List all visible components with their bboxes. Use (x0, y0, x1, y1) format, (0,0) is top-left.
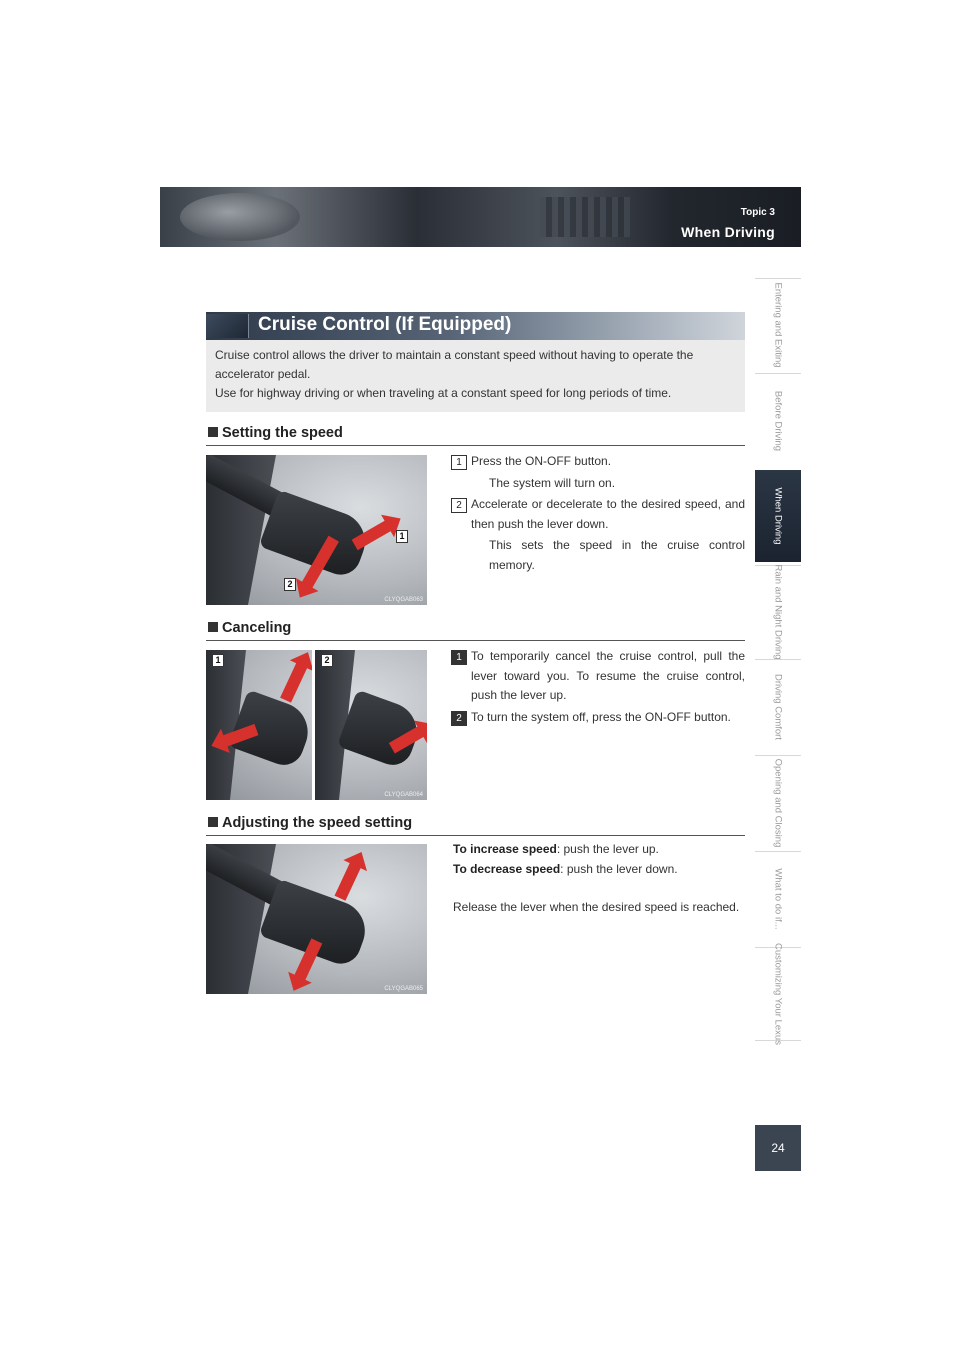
heading-text: Adjusting the speed setting (222, 815, 413, 831)
page-number: 24 (755, 1125, 801, 1171)
illustration-setting-speed (206, 455, 427, 605)
heading-canceling (206, 620, 745, 641)
decrease-label: To decrease speed (453, 861, 561, 876)
section-title: When Driving (681, 224, 775, 240)
tab-opening-and-closing[interactable] (755, 755, 801, 849)
title-thumbnail (206, 314, 249, 338)
tab-label: Customizing Your Lexus (772, 943, 784, 1045)
tab-label: When Driving (772, 487, 784, 545)
tab-customizing-your-lexus[interactable] (755, 943, 801, 1045)
intro-paragraph: Cruise control allows the driver to maintain a constant speed without having to operate the accelerator pedal. (215, 348, 694, 381)
tab-label: Opening and Closing (772, 758, 784, 847)
tab-label: Rain and Night Driving (772, 563, 784, 660)
illustration-canceling (206, 650, 427, 800)
image-code: CLYQGAB064 (384, 792, 423, 798)
step-text: Accelerate or decelerate to the desired speed, and then push the lever down. (471, 497, 745, 531)
tab-what-to-do-if[interactable] (755, 851, 801, 945)
adjusting-text (453, 840, 745, 918)
step-item (451, 708, 745, 728)
heading-setting-speed (206, 425, 745, 446)
increase-label: To increase speed (453, 842, 557, 856)
step-text: To temporarily cancel the cruise control, pull the lever toward you. To resume the cruise control, push the lever up. (471, 649, 745, 702)
step-item (451, 452, 745, 472)
step-text: To turn the system off, press the ON-OFF button. (471, 709, 731, 724)
image-code: CLYQGAB065 (384, 986, 423, 992)
square-bullet-icon (208, 817, 218, 827)
heading-text: Canceling (222, 620, 292, 636)
callout-1: 1 (212, 654, 224, 667)
intro-box (206, 340, 745, 412)
increase-text: : push the lever up. (556, 842, 659, 856)
page-title: Cruise Control (If Equipped) (258, 314, 512, 335)
heading-adjusting-speed (206, 815, 745, 836)
tab-entering-and-exiting[interactable] (755, 278, 801, 371)
tab-before-driving[interactable] (755, 373, 801, 467)
step-item (451, 647, 745, 706)
decrease-line (453, 860, 745, 880)
step-result: The system will turn on. (489, 475, 616, 490)
header-banner (160, 187, 801, 247)
heading-text: Setting the speed (222, 425, 343, 441)
square-bullet-icon (208, 622, 218, 632)
step-item (451, 495, 745, 534)
increase-line (453, 840, 745, 860)
step-number: 1 (451, 455, 467, 470)
release-text: Release the lever when the desired speed is reached. (453, 900, 740, 914)
tab-when-driving[interactable] (755, 470, 801, 562)
banner-photo-headlight (180, 193, 300, 241)
image-code: CLYQGAB063 (384, 597, 423, 603)
topic-label: Topic 3 (740, 207, 775, 218)
callout-1: 1 (396, 530, 408, 543)
tab-driving-comfort[interactable] (755, 659, 801, 753)
arrow-pull-up-icon (280, 661, 308, 702)
step-number: 2 (451, 711, 467, 726)
square-bullet-icon (208, 427, 218, 437)
tab-label: Driving Comfort (772, 673, 784, 740)
arrow-push-up-icon (335, 861, 362, 901)
step-number: 2 (451, 498, 467, 513)
canceling-steps (451, 647, 745, 729)
canceling-panel-2 (315, 650, 427, 800)
callout-2: 2 (321, 654, 333, 667)
setting-steps (451, 452, 745, 575)
tab-label: What to do if... (772, 867, 784, 930)
step-number: 1 (451, 650, 467, 665)
tab-rain-and-night-driving[interactable] (755, 563, 801, 660)
callout-2: 2 (284, 578, 296, 591)
step-result: This sets the speed in the cruise control memory. (489, 538, 745, 572)
step-text: Press the ON-OFF button. (471, 454, 612, 468)
decrease-text: : push the lever down. (560, 861, 678, 876)
title-bar (206, 312, 745, 340)
intro-paragraph: Use for highway driving or when traveling at a constant speed for long periods of time. (215, 386, 672, 400)
illustration-adjusting-speed (206, 844, 427, 994)
tab-label: Before Driving (772, 390, 784, 451)
canceling-panel-1 (206, 650, 314, 800)
banner-photo-dashboard (540, 197, 630, 237)
tab-label: Entering and Exiting (772, 282, 784, 368)
